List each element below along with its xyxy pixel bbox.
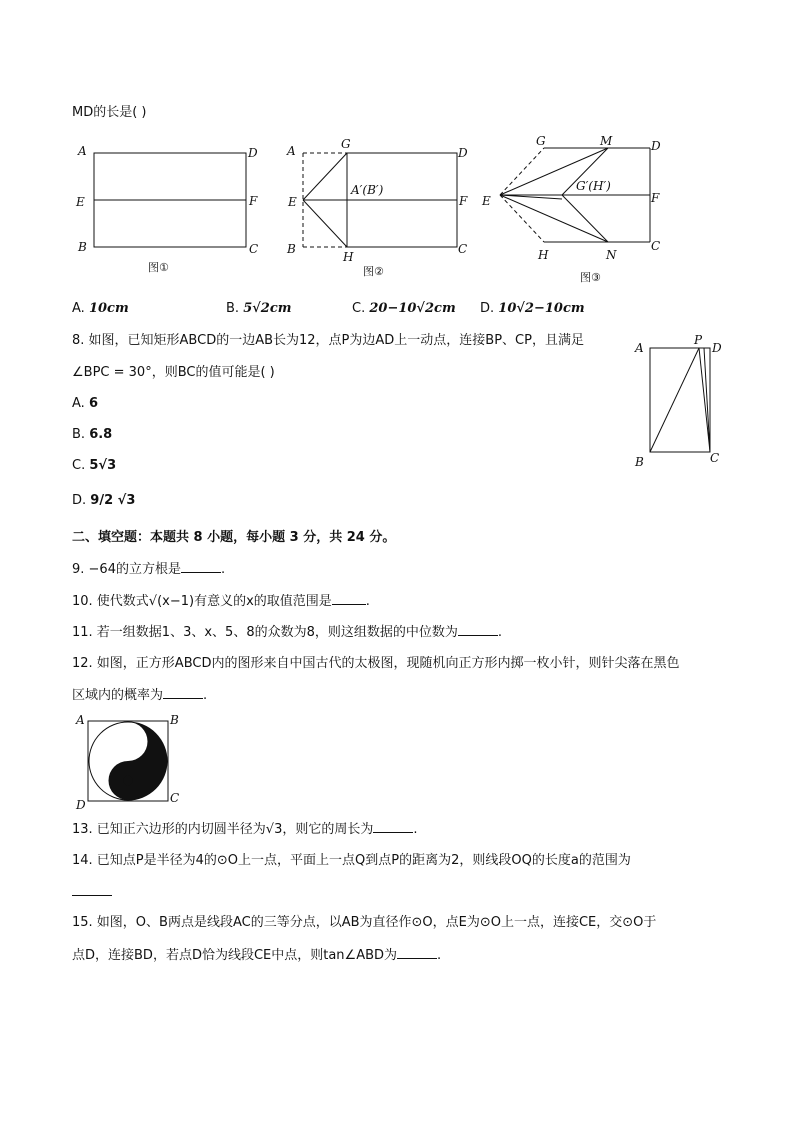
label-D: D — [712, 341, 722, 355]
label-G: G — [341, 137, 351, 151]
label-H: H — [343, 250, 354, 264]
label-B: B — [170, 713, 179, 727]
label-B: B — [78, 240, 87, 254]
caption-fig1: 图① — [148, 261, 169, 274]
q7-tail: MD的长是( ) — [72, 105, 147, 120]
q7-option-a: A. 10cm — [72, 301, 129, 316]
label-F: F — [651, 191, 660, 205]
q8-option-c: C. 5√3 — [72, 458, 117, 473]
q9: 9. −64的立方根是 . — [72, 562, 226, 577]
caption-fig3: 图③ — [580, 271, 601, 284]
label-F: F — [459, 194, 468, 208]
label-D: D — [248, 146, 258, 160]
label-H: H — [538, 248, 549, 262]
fig7-figure3 — [480, 135, 680, 285]
label-P: P — [694, 333, 703, 347]
q7-option-d: D. 10√2−10cm — [480, 301, 585, 316]
q7-option-b: B. 5√2cm — [226, 301, 292, 316]
q8-option-a: A. 6 — [72, 396, 98, 411]
q8-option-d: D. 9/2 √3 — [72, 493, 136, 508]
q7-option-c: C. 20−10√2cm — [352, 301, 456, 316]
label-E: E — [482, 194, 491, 208]
q10: 10. 使代数式√(x−1)有意义的x的取值范围是 . — [72, 594, 370, 609]
q11: 11. 若一组数据1、3、x、5、8的众数为8，则这组数据的中位数为 . — [72, 625, 502, 640]
label-C: C — [170, 791, 180, 805]
q8-line2: ∠BPC = 30°，则BC的值可能是( ) — [72, 365, 275, 380]
q12-line2: 区域内的概率为 . — [72, 688, 208, 703]
fig7-figure2 — [283, 137, 483, 280]
label-D: D — [458, 146, 468, 160]
q14-line2 — [72, 883, 112, 902]
label-E: E — [288, 195, 297, 209]
label-B: B — [287, 242, 296, 256]
label-A: A — [78, 144, 87, 158]
label-E: E — [76, 195, 85, 209]
label-A: A — [635, 341, 644, 355]
q15-line1: 15. 如图，O、B两点是线段AC的三等分点，以AB为直径作⊙O，点E为⊙O上一点，连接CE，交⊙O于 — [72, 915, 657, 930]
fig7-figure1 — [70, 140, 270, 280]
label-D: D — [76, 798, 86, 812]
q14-line1: 14. 已知点P是半径为4的⊙O上一点，平面上一点Q到点P的距离为2，则线段OQ的长度a的范围为 — [72, 853, 631, 868]
q13: 13. 已知正六边形的内切圆半径为√3，则它的周长为 . — [72, 822, 418, 837]
q12-line1: 12. 如图，正方形ABCD内的图形来自中国古代的太极图，现随机向正方形内掷一枚小针，则针尖落在黑色 — [72, 656, 680, 671]
label-F: F — [249, 194, 258, 208]
q15-line2: 点D，连接BD，若点D恰为线段CE中点，则tan∠ABD为 . — [72, 948, 442, 963]
label-N: N — [606, 248, 617, 262]
label-G-prime: G′(H′) — [576, 179, 611, 193]
label-A-prime: A′(B′) — [351, 183, 384, 197]
label-C: C — [710, 451, 720, 465]
q8-line1: 8. 如图，已知矩形ABCD的一边AB长为12，点P为边AD上一动点，连接BP、CP，且满足 — [72, 333, 584, 348]
label-C: C — [651, 239, 661, 253]
label-D: D — [651, 139, 661, 153]
q8-option-b: B. 6.8 — [72, 427, 113, 442]
label-B: B — [635, 455, 644, 469]
q8-figure — [630, 332, 730, 472]
label-A: A — [76, 713, 85, 727]
taiji-figure — [72, 710, 192, 815]
section-2-heading: 二、填空题：本题共 8 小题，每小题 3 分，共 24 分。 — [72, 530, 396, 545]
label-M: M — [600, 134, 613, 148]
label-G: G — [536, 134, 546, 148]
label-C: C — [458, 242, 468, 256]
label-C: C — [249, 242, 259, 256]
taiji-symbol — [89, 722, 167, 800]
caption-fig2: 图② — [363, 265, 384, 278]
label-A: A — [287, 144, 296, 158]
